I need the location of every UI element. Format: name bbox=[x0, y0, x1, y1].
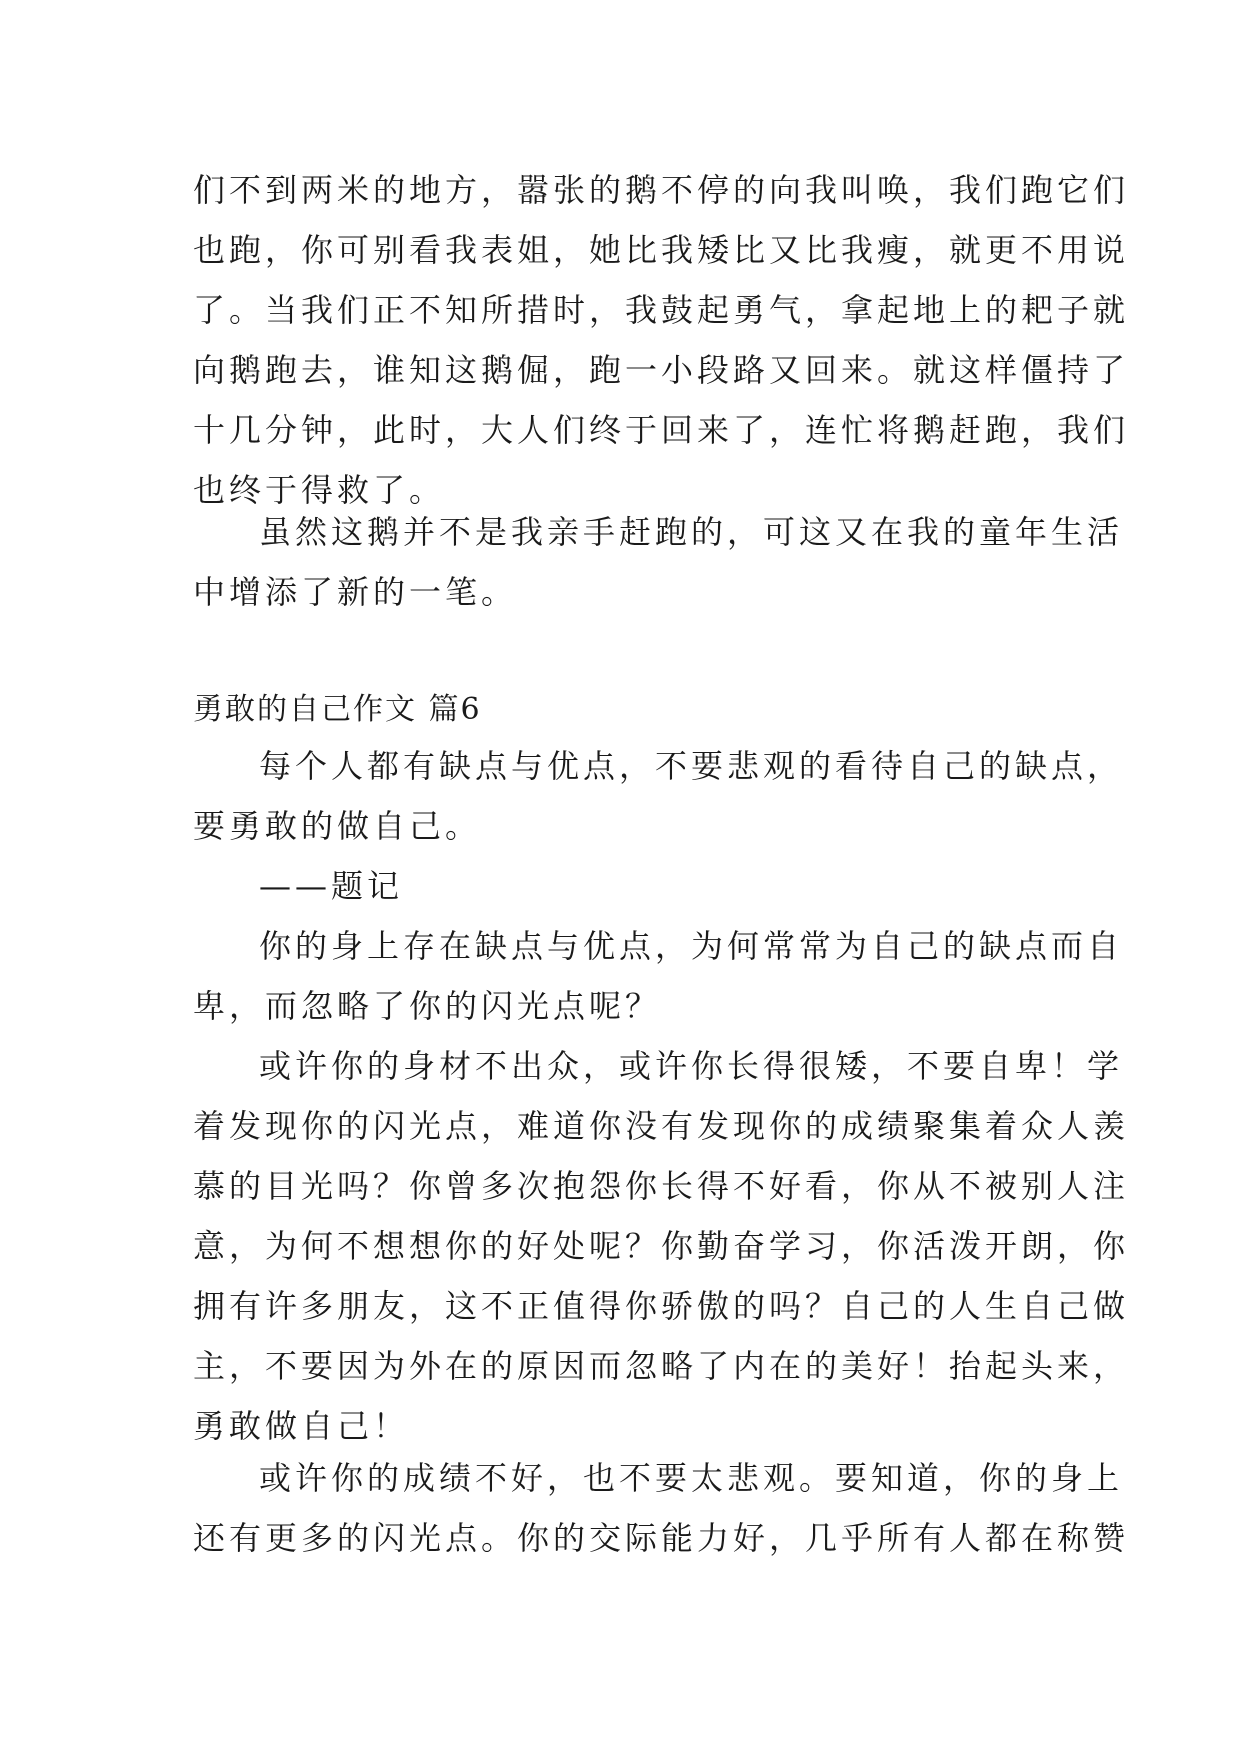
text-line: 着发现你的闪光点，难道你没有发现你的成绩聚集着众人羡 bbox=[193, 1107, 1130, 1145]
section-heading: 勇敢的自己作文 篇6 bbox=[193, 692, 482, 727]
text-line: 主，不要因为外在的原因而忽略了内在的美好！抬起头来， bbox=[193, 1347, 1130, 1385]
text-line: 也跑，你可别看我表姐，她比我矮比又比我瘦，就更不用说 bbox=[193, 231, 1130, 269]
epigraph bbox=[193, 736, 1124, 916]
text-line: 卑，而忽略了你的闪光点呢？ bbox=[193, 987, 662, 1025]
text-line: 你的身上存在缺点与优点，为何常常为自己的缺点而自 bbox=[259, 927, 1124, 965]
text-line: 要勇敢的做自己。 bbox=[193, 807, 482, 845]
epigraph-attribution: ——题记 bbox=[259, 867, 404, 905]
text-line: 也终于得救了。 bbox=[193, 471, 446, 509]
text-line: 慕的目光吗？你曾多次抱怨你长得不好看，你从不被别人注 bbox=[193, 1167, 1130, 1205]
body-paragraph-1 bbox=[193, 916, 1124, 1036]
text-line: 拥有许多朋友，这不正值得你骄傲的吗？自己的人生自己做 bbox=[193, 1287, 1130, 1325]
body-paragraph-3 bbox=[193, 1448, 1130, 1568]
text-line: 还有更多的闪光点。你的交际能力好，几乎所有人都在称赞 bbox=[193, 1519, 1130, 1557]
text-line: 每个人都有缺点与优点，不要悲观的看待自己的缺点， bbox=[259, 747, 1124, 785]
text-line: 虽然这鹅并不是我亲手赶跑的，可这又在我的童年生活 bbox=[259, 513, 1124, 551]
text-line: 或许你的身材不出众，或许你长得很矮，不要自卑！学 bbox=[259, 1047, 1124, 1085]
text-line: 意，为何不想想你的好处呢？你勤奋学习，你活泼开朗，你 bbox=[193, 1227, 1130, 1265]
text-line: 或许你的成绩不好，也不要太悲观。要知道，你的身上 bbox=[259, 1459, 1124, 1497]
text-line: 们不到两米的地方，嚣张的鹅不停的向我叫唤，我们跑它们 bbox=[193, 171, 1130, 209]
body-paragraph-2 bbox=[193, 1036, 1130, 1456]
text-line: 十几分钟，此时，大人们终于回来了，连忙将鹅赶跑，我们 bbox=[193, 411, 1130, 449]
text-line: 向鹅跑去，谁知这鹅倔，跑一小段路又回来。就这样僵持了 bbox=[193, 351, 1130, 389]
continuation-paragraph bbox=[193, 160, 1130, 520]
conclusion-paragraph bbox=[193, 502, 1124, 622]
text-line: 勇敢做自己！ bbox=[193, 1407, 410, 1445]
text-line: 中增添了新的一笔。 bbox=[193, 573, 518, 611]
text-line: 了。当我们正不知所措时，我鼓起勇气，拿起地上的耙子就 bbox=[193, 291, 1130, 329]
